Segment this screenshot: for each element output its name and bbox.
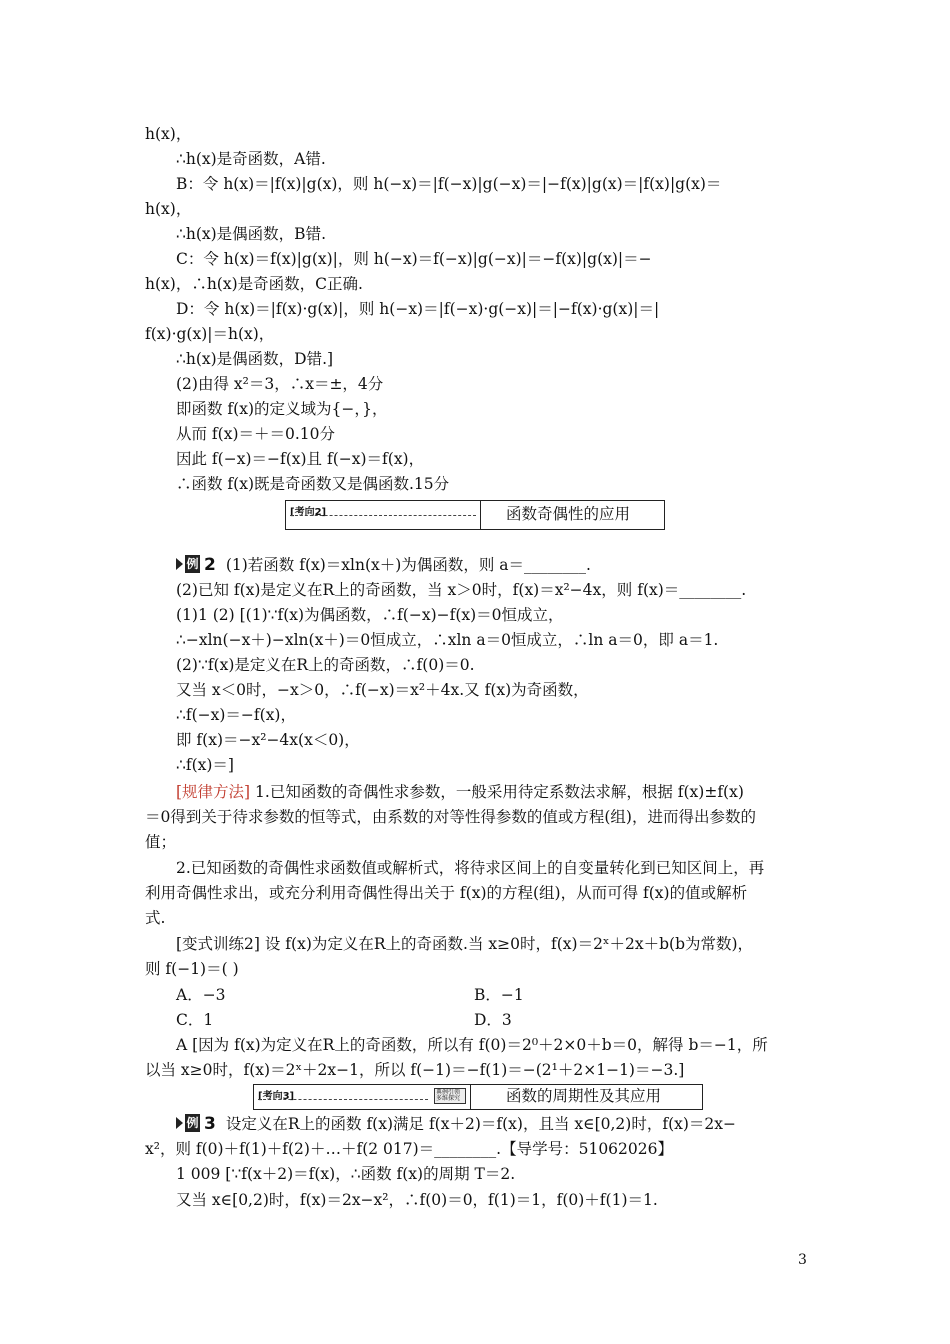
example-badge-icon: 例 <box>176 555 200 573</box>
text-line: h(x)， <box>145 125 192 143</box>
text-line: 从而 f(x)＝＋＝0.10分 <box>176 425 336 443</box>
method-line: 利用奇偶性求出，或充分利用奇偶性得出关于 f(x)的方程(组)，从而可得 f(x)的值或解析 <box>145 884 748 902</box>
method-paragraph-1: [规律方法] 1.已知函数的奇偶性求参数，一般采用待定系数法求解，根据 f(x)±f(x) <box>176 783 744 801</box>
example-badge-icon: 例 <box>176 1114 200 1132</box>
text-line: ∴h(x)是偶函数，D错.] <box>176 350 334 368</box>
text-line: B：令 h(x)＝|f(x)|g(x)，则 h(−x)＝|f(−x)|g(−x)＝|−f(x)|g(x)＝|f(x)|g(x)＝ <box>176 175 722 193</box>
text-line: ∴h(x)是奇函数，A错. <box>176 150 326 168</box>
example-2-question-1: 例 2 (1)若函数 f(x)＝xln(x＋)为偶函数，则 a＝________. <box>176 553 591 577</box>
method-line: ＝0得到关于待求参数的恒等式，由系数的对等性得参数的值或方程(组)，进而得出参数的 <box>145 808 756 826</box>
method-line: 式. <box>145 909 166 927</box>
text-line: (2)由得 x²＝3，∴x＝±，4分 <box>176 375 384 393</box>
text-line: h(x)，∴h(x)是奇函数，C正确. <box>145 275 363 293</box>
text-line: C：令 h(x)＝f(x)|g(x)|，则 h(−x)＝f(−x)|g(−x)|＝−f(x)|g(x)|＝− <box>176 250 652 268</box>
variant-answer: 以当 x≥0时，f(x)＝2ˣ＋2x−1，所以 f(−1)＝−f(1)＝−(2¹＋2×1−1)＝−3.] <box>145 1061 685 1079</box>
answer-line: 即 f(x)＝−x²−4x(x＜0)， <box>176 731 360 749</box>
method-label: [规律方法] <box>176 783 251 801</box>
example-3-question-1: 例 3 设定义在R上的函数 f(x)满足 f(x＋2)＝f(x)，且当 x∈[0,2)时，f(x)＝2x− <box>176 1112 736 1136</box>
section-tag: [考向3] <box>258 1091 295 1102</box>
method-line: 值； <box>145 833 177 851</box>
answer-line: (1)1 (2) [(1)∵f(x)为偶函数，∴f(−x)−f(x)＝0恒成立， <box>176 606 564 624</box>
option-b: B．−1 <box>474 986 524 1004</box>
answer-line: ∴f(−x)＝−f(x)， <box>176 706 296 724</box>
option-c: C．1 <box>176 1011 214 1029</box>
text-line: ∴函数 f(x)既是奇函数又是偶函数.15分 <box>176 475 450 493</box>
section-title: 函数的周期性及其应用 <box>506 1087 662 1105</box>
example-2-question-2: (2)已知 f(x)是定义在R上的奇函数，当 x＞0时，f(x)＝x²−4x，则 f(x)＝________. <box>176 581 747 599</box>
answer-line: 1 009 [∵f(x＋2)＝f(x)，∴函数 f(x)的周期 T＝2. <box>176 1165 516 1183</box>
text-line: 因此 f(−x)＝−f(x)且 f(−x)＝f(x)， <box>176 450 425 468</box>
section-header-2 <box>285 500 665 530</box>
answer-line: 又当 x＜0时，−x＞0，∴f(−x)＝x²＋4x.又 f(x)为奇函数， <box>176 681 589 699</box>
text-line: h(x)， <box>145 200 192 218</box>
text-line: f(x)·g(x)|＝h(x)， <box>145 325 275 343</box>
option-a: A．−3 <box>176 986 226 1004</box>
section-tag: [考向2] <box>290 507 327 518</box>
section-title: 函数奇偶性的应用 <box>506 505 631 523</box>
variant-answer: A [因为 f(x)为定义在R上的奇函数，所以有 f(0)＝2⁰＋2×0＋b＝0，解得 b＝−1，所 <box>176 1036 768 1054</box>
answer-line: (2)∵f(x)是定义在R上的奇函数，∴f(0)＝0. <box>176 656 475 674</box>
text-line: ∴h(x)是偶函数，B错. <box>176 225 326 243</box>
page-number: 3 <box>798 1252 807 1268</box>
option-d: D．3 <box>474 1011 512 1029</box>
variant-question: [变式训练2] 设 f(x)为定义在R上的奇函数.当 x≥0时，f(x)＝2ˣ＋2x＋b(b为常数)， <box>176 935 754 953</box>
method-line: 2.已知函数的奇偶性求函数值或解析式，将待求区间上的自变量转化到已知区间上，再 <box>176 859 765 877</box>
answer-line: ∴−xln(−x＋)−xln(x＋)＝0恒成立，∴xln a＝0恒成立，∴ln a＝0，即 a＝1. <box>176 631 719 649</box>
variant-question: 则 f(−1)＝( ) <box>145 960 239 978</box>
section-mini-label: 典例引领 多维探究 <box>434 1088 466 1104</box>
answer-line: 又当 x∈[0,2)时，f(x)＝2x−x²，∴f(0)＝0，f(1)＝1，f(0)＋f(1)＝1. <box>176 1191 658 1209</box>
answer-line: ∴f(x)＝] <box>176 756 234 774</box>
text-line: 即函数 f(x)的定义域为{−，}， <box>176 400 388 418</box>
example-3-question-2: x²，则 f(0)＋f(1)＋f(2)＋…＋f(2 017)＝________.【导学号：51062026】 <box>145 1140 673 1158</box>
section-header-3 <box>253 1084 703 1110</box>
text-line: D：令 h(x)＝|f(x)·g(x)|，则 h(−x)＝|f(−x)·g(−x)|＝|−f(x)·g(x)|＝| <box>176 300 660 318</box>
